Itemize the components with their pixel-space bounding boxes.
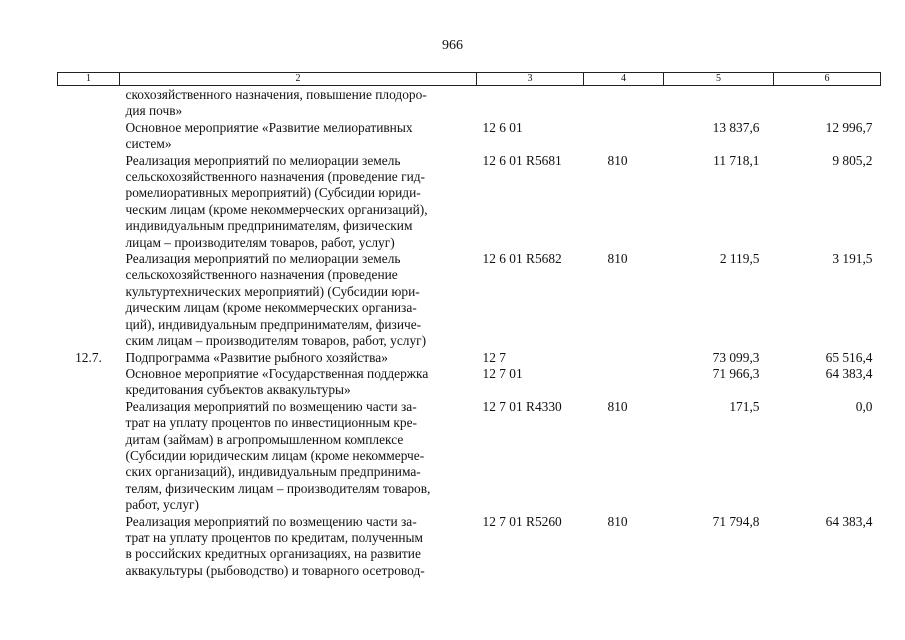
row-number <box>58 366 120 399</box>
amount-year-2 <box>774 86 881 120</box>
table-row <box>58 366 881 399</box>
amount-year-2: 64 383,4 <box>825 365 873 381</box>
page-number: 966 <box>442 38 463 53</box>
budget-code <box>477 86 584 120</box>
column-header-3: 3 <box>477 73 584 86</box>
row-description: Реализация мероприятий по мелиорации земель сельскохозяйственного назначения (проведение гид- ромелиоративных мероприятий) (Субсидии юриди- ческим лицам (кроме некоммерческих организаций), индивидуальным предпринимателям, физическим лицам – производителям товаров, работ, услуг) <box>125 152 428 250</box>
column-header-1: 1 <box>58 73 120 86</box>
column-number-row <box>58 73 881 86</box>
row-number <box>58 514 120 580</box>
table-row <box>58 350 881 366</box>
row-description: Основное мероприятие «Развитие мелиоративных систем» <box>125 119 413 152</box>
row-description: Реализация мероприятий по возмещению части за- трат на уплату процентов по кредитам, полученным в российских кредитных организациях, на развитие аквакультуры (рыбоводство) и товарного осетровод- <box>125 513 425 578</box>
row-description: скохозяйственного назначения, повышение плодоро- дия почв» <box>125 87 427 119</box>
expense-type-code <box>584 86 664 120</box>
budget-code: 12 6 01 <box>482 119 523 135</box>
row-description: Реализация мероприятий по возмещению части за- трат на уплату процентов по инвестиционным кре- дитам (займам) в агропромышленном комплексе (Субсидии юридическим лицам (кроме некоммерче- ских организаций), индивидуальным предпринима- телям, физическим лицам – производителям товаров, работ, услуг) <box>125 398 431 513</box>
table-row <box>58 86 881 120</box>
amount-year-2: 3 191,5 <box>832 251 873 267</box>
table-row <box>58 399 881 514</box>
amount-year-2: 12 996,7 <box>825 119 873 135</box>
table-row <box>58 251 881 349</box>
table-row <box>58 514 881 580</box>
expense-type-code: 810 <box>607 513 628 529</box>
budget-code: 12 6 01 R5681 <box>482 152 562 168</box>
budget-code: 12 7 <box>482 349 506 365</box>
table-body <box>58 86 881 580</box>
budget-code: 12 6 01 R5682 <box>482 251 562 267</box>
row-description: Подпрограмма «Развитие рыбного хозяйства» <box>125 349 388 365</box>
budget-code: 12 7 01 R5260 <box>482 513 562 529</box>
row-number <box>58 153 120 251</box>
column-header-2: 2 <box>120 73 477 86</box>
amount-year-1: 13 837,6 <box>712 119 760 135</box>
row-number <box>58 399 120 514</box>
budget-code: 12 7 01 <box>482 365 523 381</box>
column-header-6: 6 <box>774 73 881 86</box>
row-number <box>58 120 120 153</box>
budget-table <box>57 72 881 579</box>
expense-type-code: 810 <box>607 251 628 267</box>
expense-type-code: 810 <box>607 398 628 414</box>
row-number <box>58 251 120 349</box>
amount-year-2: 9 805,2 <box>832 152 873 168</box>
table-row <box>58 153 881 251</box>
row-number: 12.7. <box>75 349 102 365</box>
row-description: Реализация мероприятий по мелиорации земель сельскохозяйственного назначения (проведение культуртехнических мероприятий) (Субсидии юри- дическим лицам (кроме некоммерческих организа- ций), индивидуальным предпринимателям, физиче- ским лицам – производителям товаров, работ, услуг) <box>125 251 427 349</box>
table-row <box>58 120 881 153</box>
row-number <box>58 86 120 120</box>
amount-year-1: 71 794,8 <box>712 513 760 529</box>
column-header-5: 5 <box>664 73 774 86</box>
row-description: Основное мероприятие «Государственная поддержка кредитования субъектов аквакультуры» <box>125 365 429 398</box>
amount-year-1 <box>664 86 774 120</box>
amount-year-1: 71 966,3 <box>712 365 760 381</box>
amount-year-1: 171,5 <box>729 398 760 414</box>
amount-year-2: 64 383,4 <box>825 513 873 529</box>
amount-year-1: 11 718,1 <box>713 152 760 168</box>
expense-type-code <box>584 366 664 399</box>
expense-type-code <box>584 120 664 153</box>
amount-year-1: 2 119,5 <box>719 251 760 267</box>
amount-year-1: 73 099,3 <box>712 349 760 365</box>
amount-year-2: 0,0 <box>855 398 873 414</box>
expense-type-code: 810 <box>607 152 628 168</box>
column-header-4: 4 <box>584 73 664 86</box>
expense-type-code <box>584 350 664 366</box>
budget-code: 12 7 01 R4330 <box>482 398 562 414</box>
amount-year-2: 65 516,4 <box>825 349 873 365</box>
